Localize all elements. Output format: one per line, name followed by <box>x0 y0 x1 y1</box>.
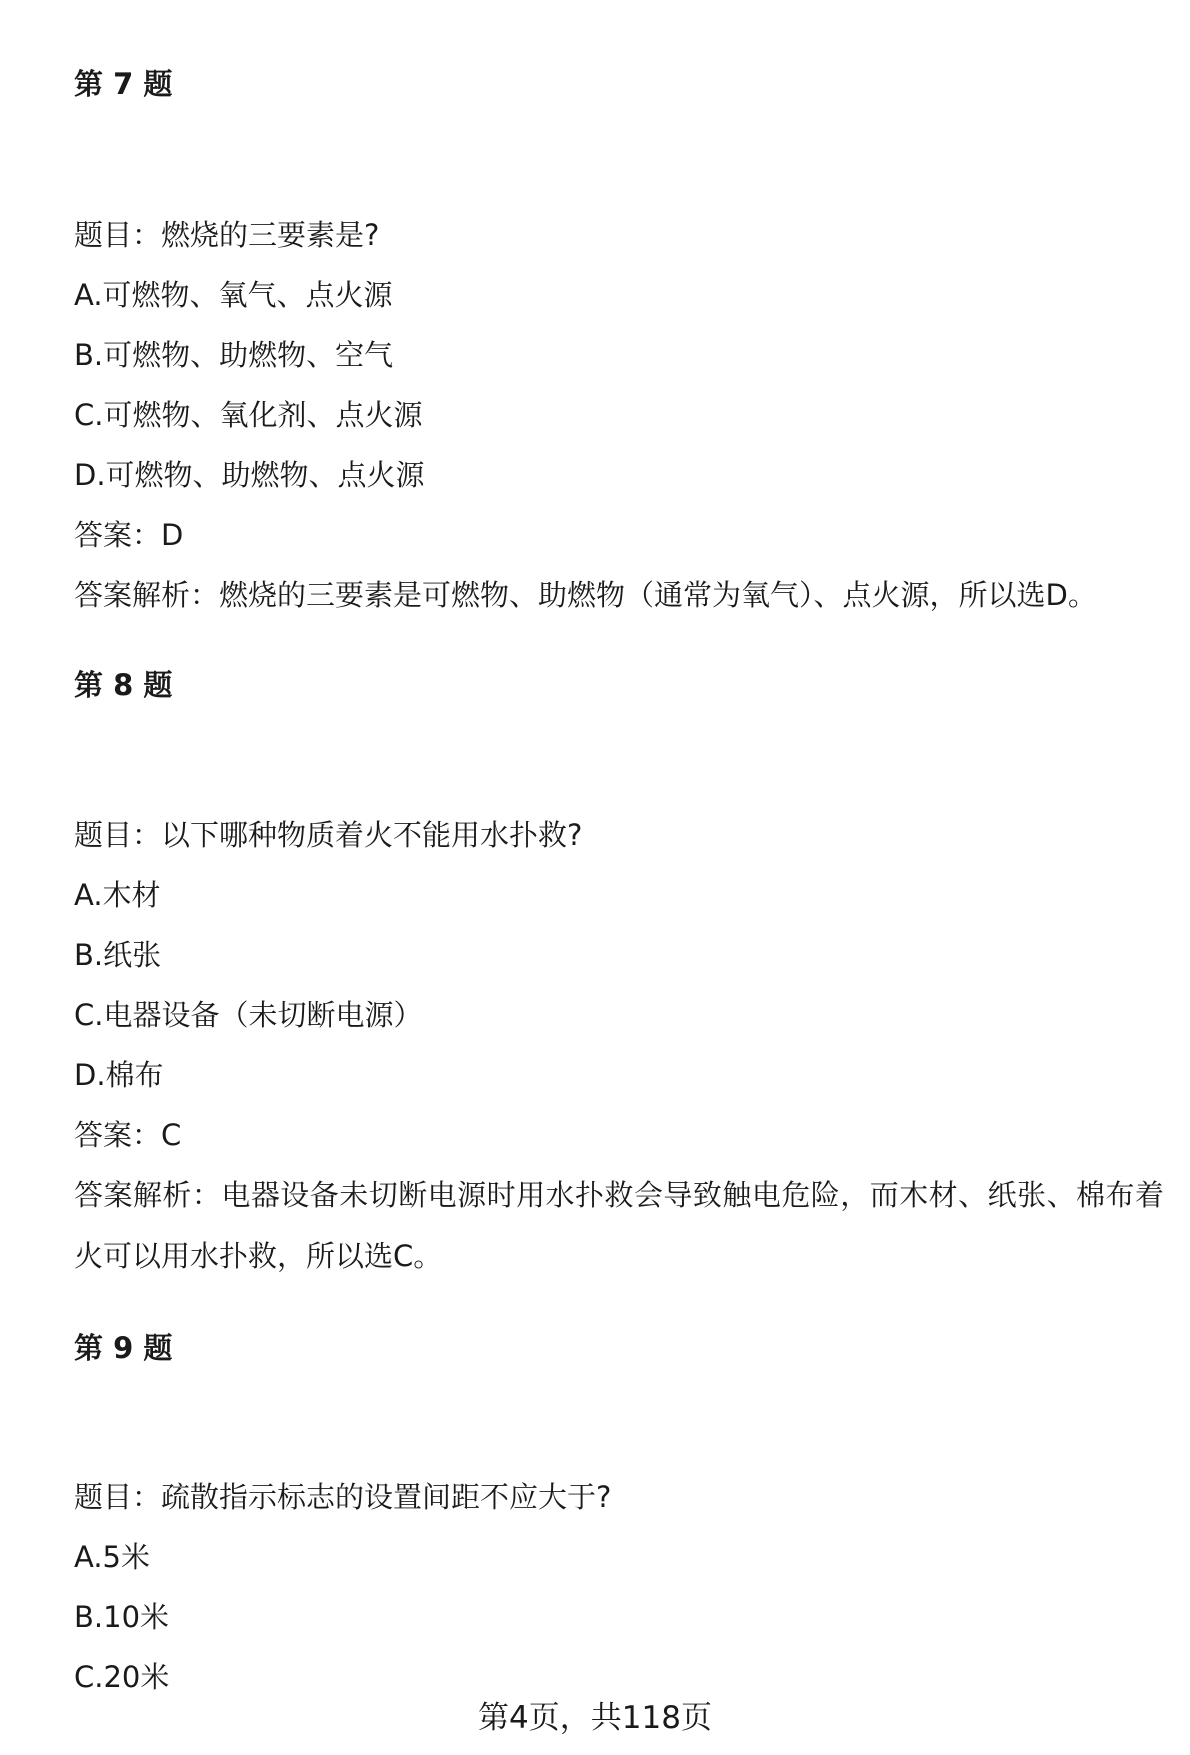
question-7-option-d: D.可燃物、助燃物、点火源 <box>74 458 425 492</box>
question-7-option-b: B.可燃物、助燃物、空气 <box>74 338 394 372</box>
question-7-explanation: 答案解析：燃烧的三要素是可燃物、助燃物（通常为氧气）、点火源，所以选D。 <box>74 578 1097 612</box>
question-7-heading: 第 7 题 <box>74 67 173 101</box>
question-8-option-a: A.木材 <box>74 878 161 912</box>
question-8-text: 题目：以下哪种物质着火不能用水扑救? <box>74 818 583 852</box>
question-9-text: 题目：疏散指示标志的设置间距不应大于? <box>74 1480 612 1514</box>
page-number: 第4页，共118页 <box>478 1700 712 1736</box>
question-8-heading: 第 8 题 <box>74 668 173 702</box>
question-8-explanation: 答案解析：电器设备未切断电源时用水扑救会导致触电危险，而木材、纸张、棉布着火可以用水扑救，所以选C。 <box>74 1178 1164 1273</box>
question-7-answer: 答案：D <box>74 518 184 552</box>
question-9-heading: 第 9 题 <box>74 1331 173 1365</box>
question-7-option-c: C.可燃物、氧化剂、点火源 <box>74 398 423 432</box>
question-9-option-c: C.20米 <box>74 1660 170 1694</box>
question-7-option-a: A.可燃物、氧气、点火源 <box>74 278 393 312</box>
question-8-option-c: C.电器设备（未切断电源） <box>74 998 423 1032</box>
question-8-option-b: B.纸张 <box>74 938 162 972</box>
question-8-answer: 答案：C <box>74 1118 182 1152</box>
question-9-option-a: A.5米 <box>74 1540 150 1574</box>
question-9-option-b: B.10米 <box>74 1600 170 1634</box>
question-8-option-d: D.棉布 <box>74 1058 164 1092</box>
question-7-text: 题目：燃烧的三要素是? <box>74 218 380 252</box>
